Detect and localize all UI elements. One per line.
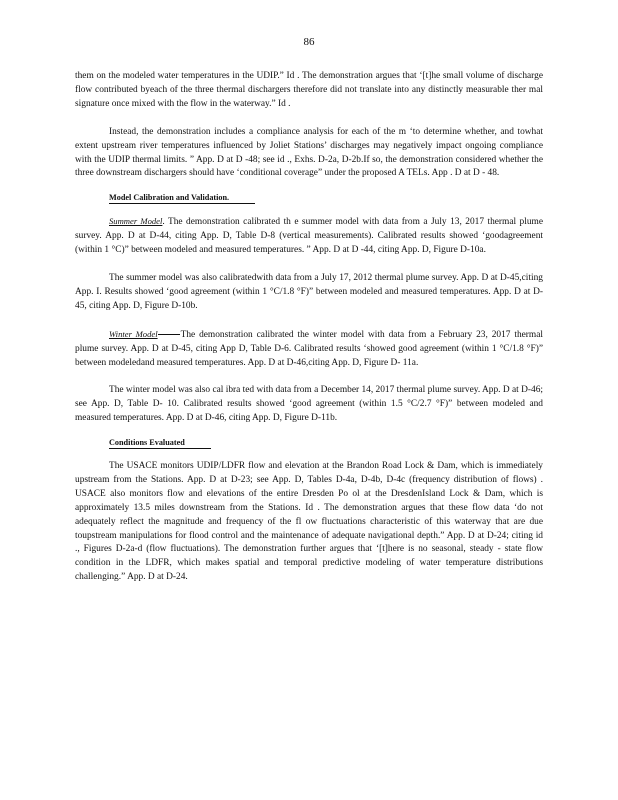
paragraph-summer-model <box>75 215 543 258</box>
paragraph-continuation: them on the modeled water temperatures in the UDIP.” Id . The demonstration argues that ‘[t]he small volume of discharge flow contributed byeach of the three thermal dischargers therefore did not translate into any distinctly measurable ther mal signature once mixed with the flow in the waterway.” Id . <box>75 71 543 109</box>
winter-model-text: The demonstration calibrated the winter model with data from a February 23, 2017 thermal plume survey. App. D at D-45, citing App D, Table D-6. Calibrated results ‘showed good agreement (within 1 °C/1.8 °F)” between modeledand measured temperatures. App. D at D-46,citing App. D, Figure D- 11a. <box>75 329 543 368</box>
heading-conditions-evaluated <box>109 436 543 450</box>
winter-model-run-in: Winter Model <box>109 328 158 339</box>
document-body <box>75 70 543 585</box>
paragraph-compliance-analysis: Instead, the demonstration includes a compliance analysis for each of the m ‘to determine whether, and towhat extent upstream river temperatures influenced by Joliet Stations’ discharges may negatively impact ongoing compliance with the UDIP thermal limits. ” App. D at D -48; see id ., Exhs. D-2a, D-2b.If so, the demonstration considered whether the three downstream dischargers should have ‘conditional coverage” under the proposed A TELs. App . D at D - 48. <box>75 126 543 179</box>
paragraph-summer-model-2012: The summer model was also calibratedwith data from a July 17, 2012 thermal plume survey. App. D at D-45,citing App. I. Results showed ‘good agreement (within 1 °C/1.8 °F)” between modeled and measured temperatures. App. D at D-45, citing App. D, Figure D-10b. <box>75 272 543 311</box>
summer-model-text: . The demonstration calibrated th e summer model with data from a July 13, 2017 thermal plume survey. App. D at D-44, citing App. D, Table D-8 (vertical measurements). Calibrated results showed ‘goodagreement (within 1 °C)” between modeled and measured temperatures. ” App. D at D -44, citing App. D, Figure D-10a. <box>75 217 543 256</box>
heading-model-calibration <box>109 191 543 205</box>
paragraph-winter-model <box>75 328 543 371</box>
paragraph-usace-monitoring: The USACE monitors UDIP/LDFR flow and elevation at the Brandon Road Lock & Dam, which is immediately upstream from the Stations. App. D at D-23; see App. D, Tables D-4a, D-4b, D-4c (frequency distribution of flows) . USACE also monitors flow and elevations of the entire Dresden Po ol at the DresdenIsland Lock & Dam, which is approximately 13.5 miles downstream from the Stations. Id . The demonstration argues that these flow data ‘do not adequately reflect the magnitude and frequency of the fl ow fluctuations characteristic of this waterway that are due toupstream manipulations for flood control and the maintenance of adequate navigational depth.” App. D at D-24; citing id ., Figures D-2a-d (flow fluctuations). The demonstration further argues that ‘[t]here is no seasonal, steady - state flow condition in the LDFR, which makes spatial and temporal predictive modeling of water temperature distributions challenging.” App. D at D-24. <box>75 461 543 583</box>
winter-model-rule <box>158 334 180 335</box>
page-number: 86 <box>303 36 315 48</box>
heading-conditions-evaluated-text: Conditions Evaluated <box>109 438 211 449</box>
paragraph-winter-model-december: The winter model was also cal ibra ted with data from a December 14, 2017 thermal plume survey. App. D at D-46; see App. D, Table D- 10. Calibrated results showed ‘good agreement (within 1.5 °C/2.7 °F)” between modeled and measured temperatures. App. D at D-46, citing App. D, Figure D-11b. <box>75 385 543 424</box>
heading-model-calibration-text: Model Calibration and Validation. <box>109 193 255 204</box>
summer-model-run-in: Summer Model <box>109 216 163 227</box>
